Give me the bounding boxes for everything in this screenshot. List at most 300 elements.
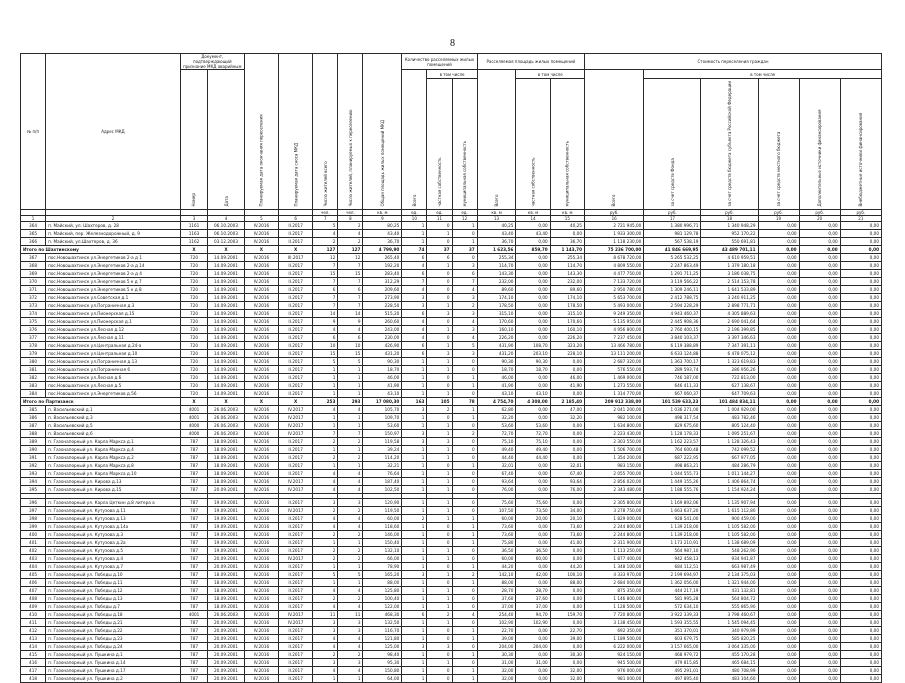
unit-cell: руб. [840, 209, 881, 215]
table-cell: 981 129,78 [644, 229, 701, 237]
table-cell: 1 [427, 586, 452, 594]
row-number: 370 [21, 277, 46, 285]
table-cell: 0,00 [550, 554, 584, 562]
address-cell: п. Газонапорный ул. Кутузова д.5 [46, 546, 181, 554]
table-cell: II.2017 [279, 546, 313, 554]
table-cell: 46,00 [477, 373, 516, 381]
table-cell: 0 [427, 373, 452, 381]
row-number: 387 [21, 421, 46, 429]
table-cell: 1 [402, 634, 427, 642]
table-cell: IV.2016 [244, 594, 278, 602]
table-cell: 125,00 [363, 642, 402, 650]
table-cell: 0,00 [550, 389, 584, 397]
table-cell: II.2017 [279, 445, 313, 453]
table-cell: 787 [180, 642, 207, 650]
table-cell: 0,00 [840, 461, 881, 469]
table-cell: 1 011 144,27 [701, 469, 758, 477]
table-cell: 667 060,37 [644, 389, 701, 397]
address-cell: пос.Новошахтинск ул.Энергетиков 5 к д 8 [46, 285, 181, 293]
table-cell: 3 [313, 618, 338, 626]
hdr-address: Адрес МКД [46, 54, 181, 210]
table-cell: 4 [452, 317, 477, 325]
address-cell: пос.Новошахтинск ул.Пограничная д.13 [46, 357, 181, 365]
table-cell: 64,00 [363, 674, 402, 682]
table-cell: IV.2017 [279, 429, 313, 437]
row-number: 418 [21, 674, 46, 682]
table-cell: 787 [180, 498, 207, 506]
table-cell: 1 [402, 626, 427, 634]
table-cell: II.2017 [279, 301, 313, 309]
table-cell: 3 [402, 429, 427, 437]
table-cell: 178,50 [550, 301, 584, 309]
table-cell: 0,00 [516, 301, 550, 309]
table-cell: 72,70 [477, 429, 516, 437]
table-cell: 122,00 [363, 602, 402, 610]
table-cell: 1 [452, 578, 477, 586]
table-row [21, 498, 882, 506]
table-cell: 0 [452, 453, 477, 461]
table-cell: 351 370,01 [644, 626, 701, 634]
table-row [21, 341, 882, 349]
table-cell: 0,00 [758, 618, 799, 626]
table-cell: 2 [313, 530, 338, 538]
table-cell: 1 354 200,00 [584, 453, 643, 461]
table-cell: 2 412 788,75 [644, 293, 701, 301]
table-cell: 7 [402, 277, 427, 285]
table-cell: 03.12.2003 [208, 237, 245, 245]
table-cell: IV.2016 [244, 666, 278, 674]
table-cell: 1 143,70 [550, 245, 584, 253]
table-cell: 1 [402, 594, 427, 602]
table-cell: 2 690 041,64 [701, 317, 758, 325]
column-number-cell: 20 [799, 215, 840, 221]
table-cell: 100,10 [550, 570, 584, 578]
table-cell: 585 820,25 [701, 634, 758, 642]
table-cell: 1 [427, 570, 452, 578]
table-cell: 41 846 669,95 [644, 245, 701, 253]
table-cell: 2 311 900,00 [584, 538, 643, 546]
table-cell: 44,40 [477, 453, 516, 461]
table-cell: 6 [313, 333, 338, 341]
table-cell: 0,00 [799, 285, 840, 293]
table-cell: 0,00 [758, 245, 799, 253]
table-cell: 555 865,90 [701, 602, 758, 610]
table-cell: IV.2016 [244, 317, 278, 325]
table-cell: 0,00 [758, 301, 799, 309]
table-cell: 1 877 400,00 [584, 554, 643, 562]
address-cell: п. Газонапорный ул. Победы д.18 [46, 610, 181, 618]
table-cell: 60,00 [477, 554, 516, 562]
table-cell: 0,00 [758, 373, 799, 381]
table-cell: 7 347 391,11 [701, 341, 758, 349]
table-cell: 981 000,00 [584, 674, 643, 682]
table-cell: 4 [338, 586, 363, 594]
table-row [21, 413, 882, 421]
table-cell: 0,00 [550, 421, 584, 429]
hdr-cost-in-number: в том числе [644, 70, 882, 79]
table-cell: 7 [313, 261, 338, 269]
table-cell: 90,30 [363, 357, 402, 365]
table-cell: IV.2016 [244, 237, 278, 245]
table-cell: 0,00 [799, 594, 840, 602]
table-cell: 4 799,90 [363, 245, 402, 253]
relocation-table [20, 53, 882, 683]
hdr-plan-end-demolition: Планируемая дата сноса МКД [279, 54, 313, 210]
table-cell: 1 [338, 562, 363, 570]
table-cell: 1 162 223,57 [644, 437, 701, 445]
table-cell: 2 [338, 546, 363, 554]
table-cell: 40,25 [550, 221, 584, 229]
table-row [21, 317, 882, 325]
table-cell: 32,00 [550, 674, 584, 682]
table-cell: 283,40 [363, 269, 402, 277]
table-cell: 0 [427, 530, 452, 538]
table-cell: 160,10 [550, 325, 584, 333]
table-cell: 1 [402, 586, 427, 594]
table-cell: 1 593 355,55 [644, 618, 701, 626]
table-cell: 127 [338, 245, 363, 253]
table-cell: 102,90 [477, 618, 516, 626]
table-cell: 2 343 480,00 [584, 485, 643, 493]
address-cell: п. Газонапорный ул. Карла Маркса д.2 [46, 453, 181, 461]
table-cell: 900 459,00 [701, 514, 758, 522]
table-cell: 0,00 [840, 261, 881, 269]
table-cell: 0,00 [758, 498, 799, 506]
table-cell: 0,00 [758, 405, 799, 413]
row-number: 366 [21, 237, 46, 245]
table-row [21, 562, 882, 570]
table-cell: 4 610 959,51 [701, 253, 758, 261]
hdr-area-municipal: муниципальная собственность [550, 79, 584, 210]
table-cell: 14.09.2001 [208, 333, 245, 341]
table-cell: II.2017 [279, 365, 313, 373]
table-cell: 289 593,74 [644, 365, 701, 373]
table-cell: 0,00 [516, 530, 550, 538]
table-cell: 0,00 [550, 618, 584, 626]
table-cell: 1 154 924,24 [701, 485, 758, 493]
table-cell: II.2017 [279, 293, 313, 301]
table-cell: 787 [180, 522, 207, 530]
table-cell: 2 244 800,00 [584, 530, 643, 538]
table-cell: 0,00 [758, 413, 799, 421]
table-cell: 0 [452, 546, 477, 554]
table-cell: 315,10 [477, 309, 516, 317]
table-cell: 93,64 [550, 477, 584, 485]
row-number: 404 [21, 562, 46, 570]
table-cell: 232,00 [550, 277, 584, 285]
row-number: 379 [21, 349, 46, 357]
table-row [21, 381, 882, 389]
table-row [21, 269, 882, 277]
table-cell: 4001 [180, 405, 207, 413]
table-cell: 95,30 [363, 658, 402, 666]
table-cell: X [244, 245, 278, 253]
table-cell: 0,00 [550, 357, 584, 365]
column-number-cell: 9 [363, 215, 402, 221]
table-cell: 0,00 [758, 538, 799, 546]
table-cell: 3 [338, 658, 363, 666]
table-cell: 787 [180, 674, 207, 682]
table-cell: II.2017 [279, 341, 313, 349]
table-cell: 2 898 771,71 [701, 301, 758, 309]
row-number: 390 [21, 445, 46, 453]
address-cell: пос.Новошахтинск ул.Лесная д.11 [46, 333, 181, 341]
table-cell: 49,40 [516, 445, 550, 453]
table-cell: 0,00 [840, 538, 881, 546]
table-cell: 0 [452, 602, 477, 610]
table-cell: 1 [313, 365, 338, 373]
table-cell: 20.09.2001 [208, 554, 245, 562]
row-number: 399 [21, 522, 46, 530]
column-number-cell: 8 [338, 215, 363, 221]
table-cell: 0,00 [516, 538, 550, 546]
table-cell: 1 [427, 261, 452, 269]
subtotal-row [21, 245, 882, 253]
table-cell: 14.09.2001 [208, 261, 245, 269]
table-cell: IV.2016 [244, 562, 278, 570]
table-cell: 37 [427, 245, 452, 253]
table-cell: IV.2016 [244, 570, 278, 578]
table-row [21, 514, 882, 522]
table-cell: 859,70 [516, 245, 550, 253]
table-cell: 0,00 [799, 562, 840, 570]
table-cell: 150,97 [363, 429, 402, 437]
table-cell: 1 933 300,00 [584, 229, 643, 237]
table-cell: 1 [313, 445, 338, 453]
table-cell: 1 [313, 421, 338, 429]
address-cell: п. Васильевский д.1 [46, 405, 181, 413]
table-cell: 3 [452, 309, 477, 317]
table-cell: 3 [452, 349, 477, 357]
table-cell: 647 709,63 [701, 389, 758, 397]
table-cell: 0,00 [840, 285, 881, 293]
table-cell: 1 [338, 461, 363, 469]
table-cell: 4 305 889,63 [701, 309, 758, 317]
table-cell: 2 [452, 570, 477, 578]
table-cell: 720 [180, 381, 207, 389]
table-cell: 0 [452, 437, 477, 445]
table-cell: 746 187,00 [644, 373, 701, 381]
table-cell: 4 [313, 405, 338, 413]
table-cell: 1 [338, 538, 363, 546]
table-cell: IV.2016 [244, 626, 278, 634]
table-cell: 0,00 [799, 341, 840, 349]
table-cell: 5 653 700,00 [584, 293, 643, 301]
table-cell: 1 [452, 373, 477, 381]
table-cell: 3 278 750,00 [584, 506, 643, 514]
table-cell: 209 912 338,00 [584, 397, 643, 405]
table-cell: 1 128 326,43 [701, 437, 758, 445]
table-cell: 720 [180, 261, 207, 269]
table-cell: 0,00 [516, 413, 550, 421]
table-cell: IV.2016 [244, 578, 278, 586]
table-cell: 31,00 [516, 658, 550, 666]
table-cell: 265,40 [363, 253, 402, 261]
table-cell: 20.09.2001 [208, 674, 245, 682]
table-cell: 76,00 [550, 485, 584, 493]
table-cell: 1 [427, 389, 452, 397]
hdr-rooms-group: Количество расселяемых жилых помещений [402, 54, 477, 70]
address-cell: пос.Новошахтинск ул.Энергетиков д.56 [46, 389, 181, 397]
address-cell: п. Газонапорный ул. Кутузова д.11 [46, 506, 181, 514]
table-cell: 26.06.2003 [208, 421, 245, 429]
table-cell: 1 [402, 381, 427, 389]
table-cell: 515,20 [363, 309, 402, 317]
table-cell: 06.10.2003 [208, 229, 245, 237]
table-cell: 0,00 [799, 405, 840, 413]
table-cell: 1 [452, 461, 477, 469]
table-cell: II.2017 [279, 325, 313, 333]
table-cell: IV.2016 [244, 674, 278, 682]
table-cell: 3 [427, 437, 452, 445]
table-row [21, 237, 882, 245]
table-cell: 0,00 [758, 317, 799, 325]
table-cell: 0,00 [799, 626, 840, 634]
table-cell: 787 [180, 594, 207, 602]
table-cell: 1 [402, 618, 427, 626]
table-cell: 3 138 450,00 [584, 618, 643, 626]
table-cell: 952 170,22 [701, 229, 758, 237]
table-cell: 468,30 [363, 610, 402, 618]
table-cell: 4 [313, 666, 338, 674]
table-cell: 1 [452, 237, 477, 245]
table-cell: 548 262,90 [701, 546, 758, 554]
table-cell: 132,50 [363, 618, 402, 626]
table-cell: X [279, 397, 313, 405]
table-cell: 2 [313, 554, 338, 562]
table-cell: 0,00 [758, 309, 799, 317]
table-cell: 3 [427, 349, 452, 357]
table-cell: 0 [452, 506, 477, 514]
table-cell: 1 004 929,00 [701, 405, 758, 413]
table-cell: 36,50 [477, 546, 516, 554]
table-cell: 2 [452, 301, 477, 309]
table-cell: IV.2016 [244, 485, 278, 493]
table-cell: 1 044 555,73 [644, 469, 701, 477]
row-number: 395 [21, 485, 46, 493]
table-cell: 1 273 550,00 [584, 381, 643, 389]
table-cell: 2 [313, 594, 338, 602]
table-cell: 663 987,49 [701, 562, 758, 570]
table-cell: 101 484 834,11 [701, 397, 758, 405]
table-cell: 0 [427, 538, 452, 546]
table-cell: 90,30 [477, 357, 516, 365]
table-cell: 14.09.2001 [208, 341, 245, 349]
table-cell: 3 [338, 618, 363, 626]
table-cell: 14.09.2001 [208, 365, 245, 373]
table-cell: 0,00 [840, 514, 881, 522]
table-cell: 0,00 [799, 506, 840, 514]
table-cell: 1 469 000,00 [584, 373, 643, 381]
table-cell: 0,00 [840, 237, 881, 245]
table-cell: IV.2016 [244, 506, 278, 514]
table-cell: 0 [452, 469, 477, 477]
table-cell: 1 [402, 658, 427, 666]
table-row [21, 666, 882, 674]
table-cell: 20.09.2001 [208, 485, 245, 493]
table-cell: 720 [180, 341, 207, 349]
table-cell: 14.09.2001 [208, 317, 245, 325]
table-cell: 1 [313, 578, 338, 586]
table-cell: 174,10 [550, 293, 584, 301]
table-cell: 0,00 [799, 397, 840, 405]
table-cell: 2 [338, 554, 363, 562]
table-cell: 1 [427, 602, 452, 610]
address-cell: п. Газонапорный ул. Пушкина д.14 [46, 658, 181, 666]
table-cell: 60,00 [477, 514, 516, 522]
table-cell: 44,20 [477, 562, 516, 570]
table-cell: 0,00 [840, 626, 881, 634]
table-cell: 1 [427, 546, 452, 554]
table-cell: 720 [180, 325, 207, 333]
table-cell: 1 [402, 530, 427, 538]
table-row [21, 586, 882, 594]
table-cell: 0,00 [516, 469, 550, 477]
table-cell: 1 [452, 626, 477, 634]
table-cell: 0,00 [758, 293, 799, 301]
hdr-area-total: Всего [477, 70, 516, 210]
row-number: 392 [21, 461, 46, 469]
table-cell: 18.09.2001 [208, 453, 245, 461]
table-cell: 4 [452, 285, 477, 293]
table-cell: 243,00 [363, 325, 402, 333]
table-cell: 88,00 [550, 578, 584, 586]
address-cell: пос.Новошахтинск ул.Энергетиков 2-а д 1 [46, 253, 181, 261]
table-cell: 0,00 [799, 477, 840, 485]
table-cell: 0,00 [516, 461, 550, 469]
table-cell: II.2017 [279, 602, 313, 610]
table-cell: 6 478 075,12 [701, 349, 758, 357]
table-cell: 230,00 [363, 333, 402, 341]
table-cell: 0,00 [799, 317, 840, 325]
table-cell: 107,50 [477, 506, 516, 514]
table-cell: 4 [338, 666, 363, 674]
table-cell: 1 [402, 477, 427, 485]
table-cell: 572 634,10 [644, 602, 701, 610]
table-cell: 118,60 [363, 522, 402, 530]
table-cell: 787 [180, 538, 207, 546]
table-cell: 0 [427, 578, 452, 586]
table-cell: 1 [402, 666, 427, 674]
table-cell: 1 [402, 453, 427, 461]
table-cell: 14 [313, 309, 338, 317]
table-cell: 787 [180, 445, 207, 453]
table-cell: 0,00 [840, 530, 881, 538]
table-cell: 32,20 [477, 413, 516, 421]
table-cell: 108,70 [516, 341, 550, 349]
table-cell: 0,00 [758, 365, 799, 373]
table-cell: IV.2017 [279, 618, 313, 626]
address-cell: п. Васильевский д.5 [46, 421, 181, 429]
table-cell: 0,00 [758, 381, 799, 389]
table-cell: 28,70 [477, 586, 516, 594]
table-cell: IV.2016 [244, 554, 278, 562]
table-cell: 19.09.2001 [208, 498, 245, 506]
table-cell: 20.09.2001 [208, 618, 245, 626]
table-cell: 4001 [180, 413, 207, 421]
table-cell: 2 223 430,00 [584, 429, 643, 437]
table-cell: X [180, 245, 207, 253]
table-cell: 4 [313, 229, 338, 237]
table-cell: 0,00 [758, 333, 799, 341]
table-cell: 2 134 375,03 [701, 570, 758, 578]
table-cell: IV.2016 [244, 381, 278, 389]
table-cell: 226,20 [550, 333, 584, 341]
table-cell: 3 [313, 658, 338, 666]
table-cell: 0 [427, 333, 452, 341]
table-cell: 255,34 [550, 253, 584, 261]
row-number: 381 [21, 365, 46, 373]
